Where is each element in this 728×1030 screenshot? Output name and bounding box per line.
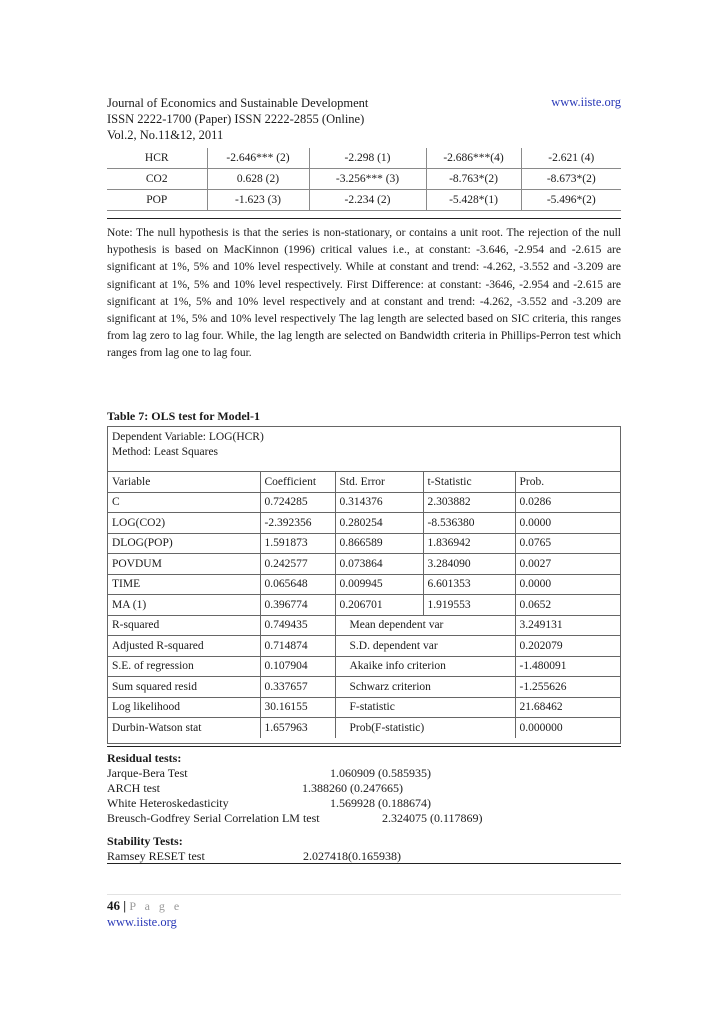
ols-value: 0.242577 — [260, 554, 335, 575]
ols-value: 0.0765 — [515, 533, 620, 554]
ols-value: 6.601353 — [423, 574, 515, 595]
ols-variable-name: LOG(CO2) — [108, 513, 260, 534]
dependent-variable: Dependent Variable: LOG(HCR) — [112, 431, 264, 443]
ols-table-box — [107, 426, 621, 744]
ols-value: 0.009945 — [335, 574, 423, 595]
ols-stat-value: 0.749435 — [260, 615, 335, 636]
issn-line: ISSN 2222-1700 (Paper) ISSN 2222-2855 (Online) — [107, 112, 365, 126]
ols-stat-label: Prob(F-statistic) — [335, 718, 515, 738]
ols-column-header: Std. Error — [335, 472, 423, 493]
ols-column-header: t-Statistic — [423, 472, 515, 493]
ols-coefficient-row — [108, 513, 620, 534]
ols-variable-name: TIME — [108, 574, 260, 595]
ols-variable-name: DLOG(POP) — [108, 533, 260, 554]
ols-coefficient-row — [108, 554, 620, 575]
dependent-variable-block — [112, 430, 264, 460]
unit-root-value: -2.686***(4) — [426, 148, 521, 169]
ols-column-header: Coefficient — [260, 472, 335, 493]
residual-white-label: White Heteroskedasticity — [107, 796, 229, 810]
ols-column-header: Prob. — [515, 472, 620, 493]
ols-value: 0.073864 — [335, 554, 423, 575]
footer-rule — [107, 894, 621, 895]
table7-title: Table 7: OLS test for Model-1 — [107, 409, 260, 423]
ols-value: 0.280254 — [335, 513, 423, 534]
ols-stat-row — [108, 718, 620, 738]
ols-value: 0.724285 — [260, 492, 335, 513]
ols-value: 0.396774 — [260, 595, 335, 616]
residual-white-value: 1.569928 (0.188674) — [330, 796, 431, 810]
ols-stat-label: S.D. dependent var — [335, 636, 515, 657]
ols-value: 0.866589 — [335, 533, 423, 554]
ols-stat-value: 1.657963 — [260, 718, 335, 738]
ols-stat-value: 0.107904 — [260, 656, 335, 677]
ols-stat-label: R-squared — [108, 615, 260, 636]
ols-stat-row — [108, 677, 620, 698]
ols-stat-label: Adjusted R-squared — [108, 636, 260, 657]
unit-root-value: -2.621 (4) — [521, 148, 621, 169]
unit-root-value: -2.646*** (2) — [207, 148, 309, 169]
ols-value: 1.836942 — [423, 533, 515, 554]
ols-stat-value: -1.255626 — [515, 677, 620, 698]
page-number: 46 — [107, 898, 120, 913]
unit-root-variable: CO2 — [107, 169, 207, 190]
ols-value: 0.065648 — [260, 574, 335, 595]
ols-coefficient-row — [108, 574, 620, 595]
ols-value: 2.303882 — [423, 492, 515, 513]
ols-variable-name: C — [108, 492, 260, 513]
ols-stat-row — [108, 615, 620, 636]
ols-coefficient-row — [108, 533, 620, 554]
unit-root-row — [107, 148, 621, 169]
ols-stat-label: S.E. of regression — [108, 656, 260, 677]
ols-stat-label: Durbin-Watson stat — [108, 718, 260, 738]
ols-stat-label: Log likelihood — [108, 697, 260, 718]
ols-value: 0.0000 — [515, 513, 620, 534]
ols-value: 0.0286 — [515, 492, 620, 513]
ols-variable-name: POVDUM — [108, 554, 260, 575]
unit-root-value: -5.428*(1) — [426, 190, 521, 211]
table-note: Note: The null hypothesis is that the series is non-stationary, or contains a unit root. The rejection of the null hypothesis is based on MacKinnon (1996) critical values i.e., at constant: -3.646, -2.954 and -2.615 are significant at 1%, 5% and 10% level respectively. While at constant and trend: -4.262, -3.552 and -3.209 are significant at 1%, 5% and 10% level respectively. First Difference: at constant: -3646, -2.954 and -2.615 are significant at 1%, 5% and 10% level respectively and at constant and trend: -4.262, -3.552 and -3.209 are significant at 1%, 5% and 10% level respectively The lag length are selected based on SIC criteria, this ranges from lag zero to lag four. While, the lag length are selected on Bandwidth criteria in Phillips-Perron test which ranges from lag one to lag four. — [107, 227, 621, 360]
residual-jb-label: Jarque-Bera Test — [107, 766, 188, 780]
ols-stat-value: 0.202079 — [515, 636, 620, 657]
residual-bg-label: Breusch-Godfrey Serial Correlation LM test — [107, 811, 320, 825]
ols-stat-label: Mean dependent var — [335, 615, 515, 636]
ols-bottom-rule — [107, 746, 621, 747]
ols-value: 0.0027 — [515, 554, 620, 575]
ols-value: -8.536380 — [423, 513, 515, 534]
unit-root-row — [107, 190, 621, 211]
unit-root-row — [107, 169, 621, 190]
ols-value: 0.0652 — [515, 595, 620, 616]
unit-root-value: -8.673*(2) — [521, 169, 621, 190]
residual-arch-value: 1.388260 (0.247665) — [302, 781, 403, 795]
page-word: P a g e — [129, 899, 183, 913]
residual-arch-label: ARCH test — [107, 781, 161, 795]
page-separator: | — [123, 898, 127, 913]
stability-reset-value: 2.027418(0.165938) — [303, 849, 401, 863]
unit-root-variable: HCR — [107, 148, 207, 169]
unit-root-value: -2.234 (2) — [309, 190, 426, 211]
footer-link[interactable]: www.iiste.org — [107, 915, 177, 929]
ols-stat-label: F-statistic — [335, 697, 515, 718]
ols-stat-value: 0.000000 — [515, 718, 620, 738]
ols-coefficient-row — [108, 595, 620, 616]
ols-stat-label: Sum squared resid — [108, 677, 260, 698]
stability-reset-label: Ramsey RESET test — [107, 849, 205, 863]
journal-title: Journal of Economics and Sustainable Development — [107, 96, 369, 110]
volume-line: Vol.2, No.11&12, 2011 — [107, 128, 224, 142]
unit-root-variable: POP — [107, 190, 207, 211]
unit-root-value: -5.496*(2) — [521, 190, 621, 211]
ols-stat-value: 30.16155 — [260, 697, 335, 718]
ols-value: 0.206701 — [335, 595, 423, 616]
ols-value: 0.314376 — [335, 492, 423, 513]
ols-stat-row — [108, 636, 620, 657]
ols-column-header: Variable — [108, 472, 260, 493]
stability-tests-title: Stability Tests: — [107, 834, 183, 848]
ols-stat-label: Akaike info criterion — [335, 656, 515, 677]
ols-value: 3.284090 — [423, 554, 515, 575]
ols-stat-value: 3.249131 — [515, 615, 620, 636]
ols-coefficient-row — [108, 492, 620, 513]
ols-stat-row — [108, 656, 620, 677]
residual-jb-value: 1.060909 (0.585935) — [330, 766, 431, 780]
ols-value: 1.919553 — [423, 595, 515, 616]
ols-value: -2.392356 — [260, 513, 335, 534]
ols-stat-value: 21.68462 — [515, 697, 620, 718]
ols-stat-value: 0.337657 — [260, 677, 335, 698]
stability-bottom-rule — [107, 863, 621, 864]
residual-tests-title: Residual tests: — [107, 751, 182, 765]
ols-stat-value: 0.714874 — [260, 636, 335, 657]
method: Method: Least Squares — [112, 446, 219, 458]
unit-root-value: 0.628 (2) — [207, 169, 309, 190]
table-bottom-rule — [107, 218, 621, 219]
ols-stat-label: Schwarz criterion — [335, 677, 515, 698]
unit-root-value: -8.763*(2) — [426, 169, 521, 190]
ols-table — [108, 471, 620, 738]
ols-variable-name: MA (1) — [108, 595, 260, 616]
ols-stat-row — [108, 697, 620, 718]
unit-root-table — [107, 148, 621, 211]
ols-value: 0.0000 — [515, 574, 620, 595]
ols-stat-value: -1.480091 — [515, 656, 620, 677]
ols-value: 1.591873 — [260, 533, 335, 554]
unit-root-value: -1.623 (3) — [207, 190, 309, 211]
ols-header-row — [108, 472, 620, 493]
unit-root-value: -2.298 (1) — [309, 148, 426, 169]
page-number-line — [107, 898, 182, 914]
header-link[interactable]: www.iiste.org — [551, 95, 621, 109]
residual-bg-value: 2.324075 (0.117869) — [382, 811, 483, 825]
unit-root-value: -3.256*** (3) — [309, 169, 426, 190]
